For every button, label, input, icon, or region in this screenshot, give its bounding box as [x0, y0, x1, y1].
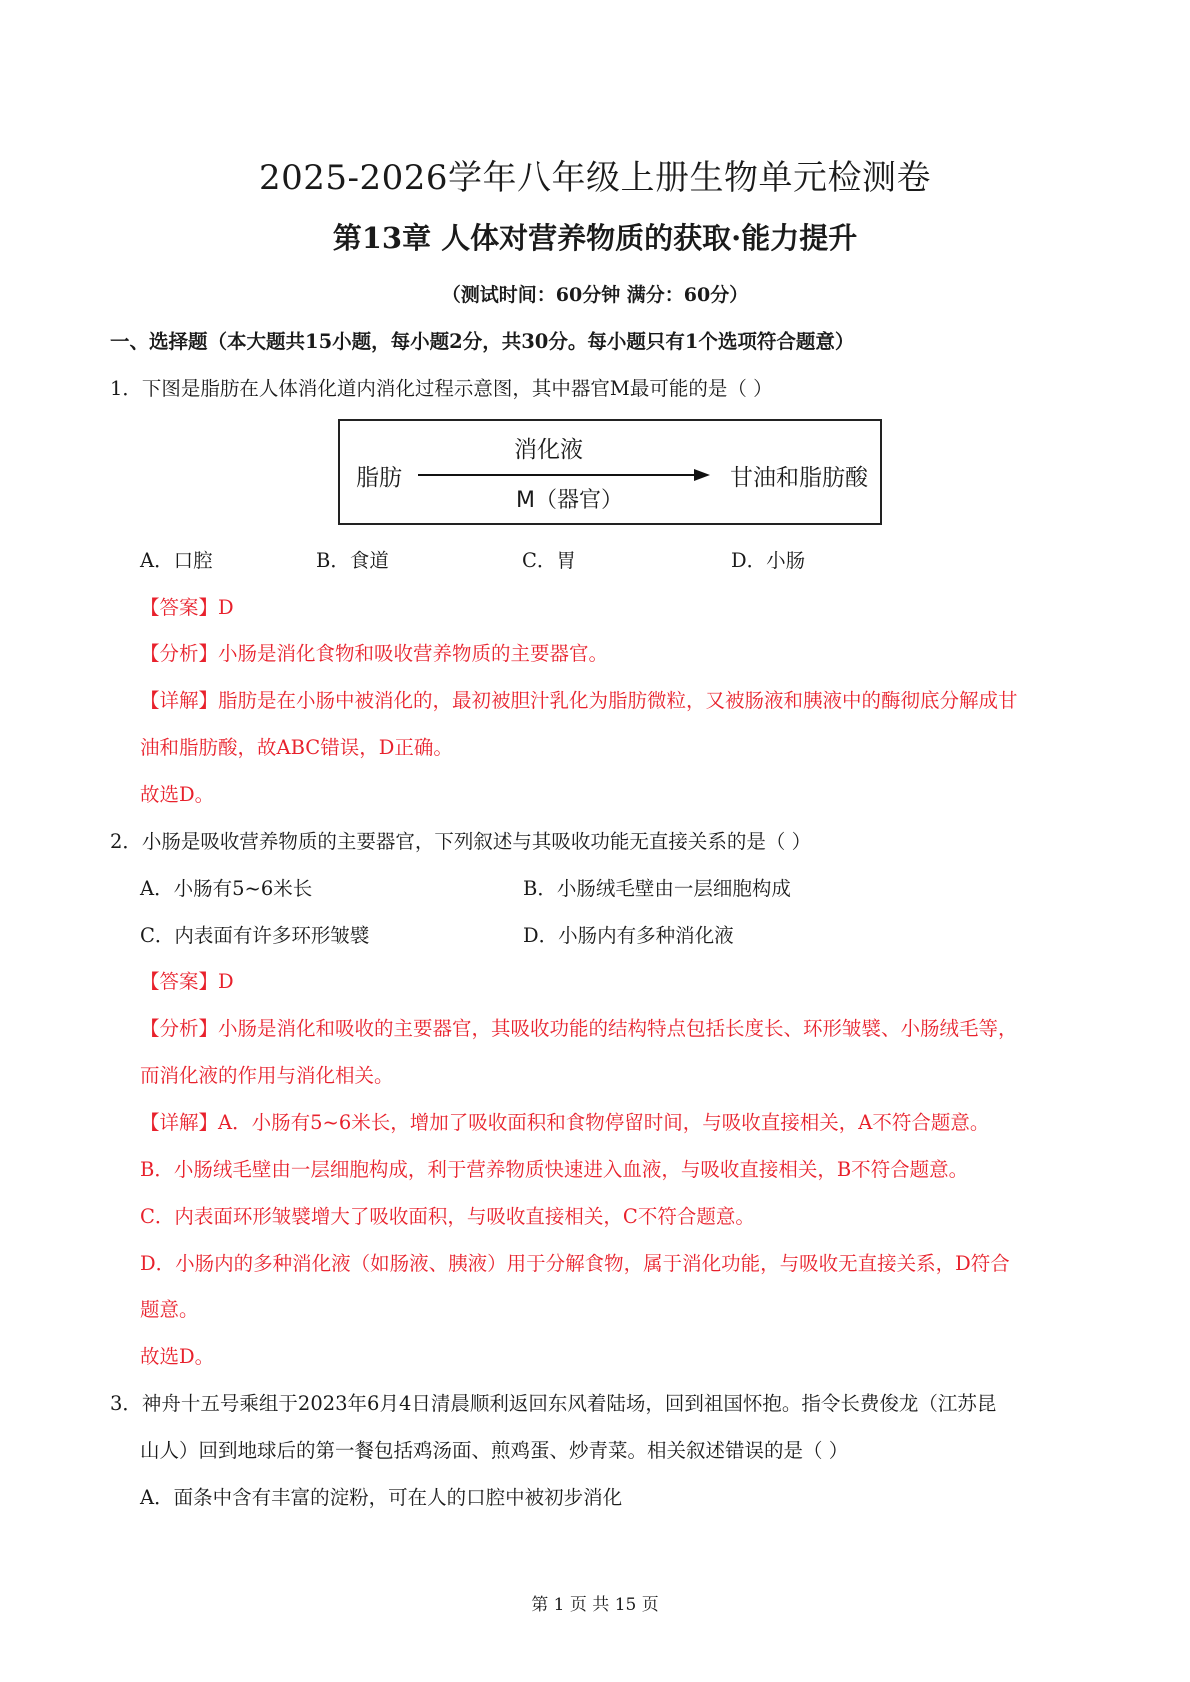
q2-option-d: D．小肠内有多种消化液 [523, 924, 734, 947]
q2-answer: 【答案】D [140, 970, 234, 993]
question-1-stem: 1．下图是脂肪在人体消化道内消化过程示意图，其中器官M最可能的是（ ） [110, 377, 773, 400]
chapter-subtitle: 第13章 人体对营养物质的获取·能力提升 [332, 221, 858, 255]
q1-detail-line-2: 油和脂肪酸，故ABC错误，D正确。 [140, 736, 453, 759]
diagram-organ-label: M（器官） [516, 488, 623, 513]
page-title: 2025-2026学年八年级上册生物单元检测卷 [258, 158, 932, 198]
q1-detail-line-1: 【详解】脂肪是在小肠中被消化的，最初被胆汁乳化为脂肪微粒，又被肠液和胰液中的酶彻底分解成甘 [140, 689, 1018, 712]
q3-option-a: A．面条中含有丰富的淀粉，可在人的口腔中被初步消化 [140, 1486, 623, 1509]
q1-option-d: D．小肠 [731, 549, 806, 572]
q1-option-a: A．口腔 [140, 549, 213, 572]
q2-analysis-line-2: 而消化液的作用与消化相关。 [140, 1064, 394, 1087]
q2-detail-d-line-2: 题意。 [140, 1298, 199, 1321]
question-3-stem-line-1: 3．神舟十五号乘组于2023年6月4日清晨顺利返回东风着陆场，回到祖国怀抱。指令长费俊龙（江苏昆 [110, 1392, 997, 1415]
q2-detail-c: C．内表面环形皱襞增大了吸收面积，与吸收直接相关，C不符合题意。 [140, 1205, 755, 1228]
q2-option-c: C．内表面有许多环形皱襞 [140, 924, 370, 947]
q2-detail-d-line-1: D．小肠内的多种消化液（如肠液、胰液）用于分解食物，属于消化功能，与吸收无直接关系，D符合 [140, 1252, 1010, 1275]
page-number: 第 1 页 共 15 页 [531, 1595, 659, 1615]
diagram-fat-label: 脂肪 [356, 465, 402, 491]
fat-digestion-diagram [338, 419, 882, 525]
q1-option-c: C．胃 [522, 549, 576, 572]
diagram-digestive-juice-label: 消化液 [514, 437, 583, 463]
q2-conclusion: 故选D。 [140, 1345, 215, 1368]
q2-option-b: B．小肠绒毛壁由一层细胞构成 [523, 877, 791, 900]
q1-answer: 【答案】D [140, 596, 234, 619]
q1-option-b: B．食道 [316, 549, 389, 572]
q1-conclusion: 故选D。 [140, 783, 215, 806]
question-3-stem-line-2: 山人）回到地球后的第一餐包括鸡汤面、煎鸡蛋、炒青菜。相关叙述错误的是（ ） [140, 1439, 849, 1462]
test-meta: （测试时间：60分钟 满分：60分） [441, 284, 749, 306]
q1-analysis: 【分析】小肠是消化食物和吸收营养物质的主要器官。 [140, 642, 609, 665]
section-heading: 一、选择题（本大题共15小题，每小题2分，共30分。每小题只有1个选项符合题意） [110, 330, 855, 353]
arrow-icon [418, 468, 710, 482]
q2-detail-a: 【详解】A．小肠有5~6米长，增加了吸收面积和食物停留时间，与吸收直接相关，A不符合题意。 [140, 1111, 990, 1134]
diagram-product-label: 甘油和脂肪酸 [730, 465, 868, 491]
q2-detail-b: B．小肠绒毛壁由一层细胞构成，利于营养物质快速进入血液，与吸收直接相关，B不符合题意。 [140, 1158, 969, 1181]
question-2-stem: 2．小肠是吸收营养物质的主要器官，下列叙述与其吸收功能无直接关系的是（ ） [110, 830, 812, 853]
q2-analysis-line-1: 【分析】小肠是消化和吸收的主要器官，其吸收功能的结构特点包括长度长、环形皱襞、小肠绒毛等， [140, 1017, 1018, 1040]
q2-option-a: A．小肠有5~6米长 [140, 877, 313, 900]
